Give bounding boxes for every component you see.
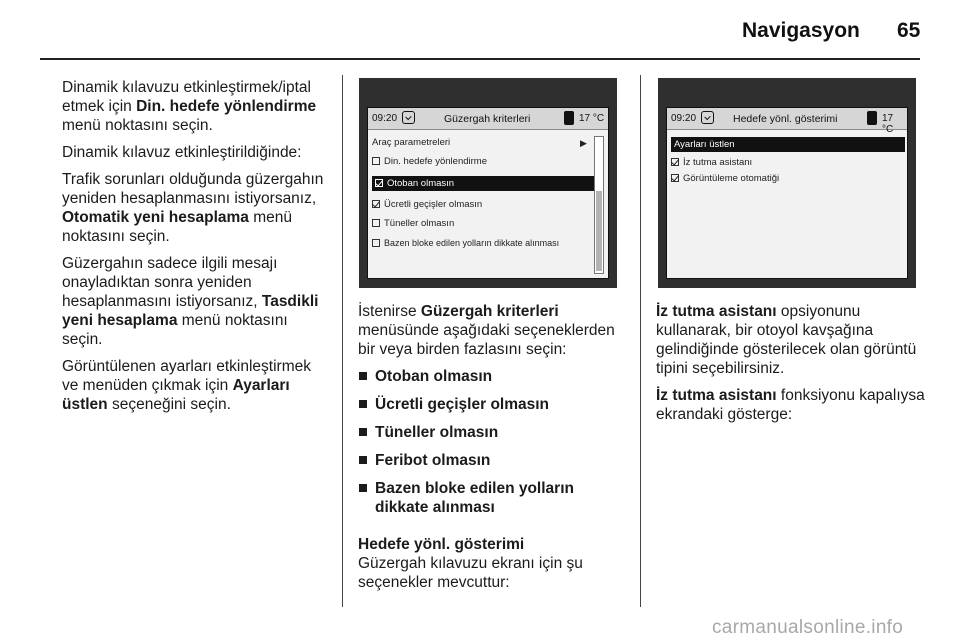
item-text: Ücretli geçişler olmasın	[375, 396, 550, 413]
display-status-bar	[368, 108, 608, 130]
menu-term: Ayarları üstlen	[62, 377, 290, 413]
checkbox-checked-icon	[375, 179, 383, 187]
item-text: Feribot olmasın	[375, 452, 491, 469]
list-item	[358, 451, 628, 470]
text: Trafik sorunları olduğunda güzergahın yeniden hesaplanmasını istiyorsanız,	[62, 171, 324, 207]
column-left	[62, 78, 330, 422]
header-rule	[40, 58, 920, 60]
list-item	[358, 367, 628, 386]
text: menü noktasını seçin.	[62, 117, 213, 134]
column-middle	[358, 302, 628, 600]
section-title: Navigasyon	[742, 19, 860, 42]
paragraph-route-criteria	[358, 302, 628, 359]
row-label: Otoban olmasın	[387, 178, 455, 189]
text: menüsünde aşağıdaki seçeneklerden bir veya birden fazlasını seçin:	[358, 322, 615, 358]
text: fonksiyonu kapalıysa ekrandaki gösterge:	[656, 387, 925, 423]
checkbox-checked-icon	[372, 200, 380, 208]
row-label: İz tutma asistanı	[683, 157, 753, 168]
paragraph-auto-recalc	[62, 170, 330, 246]
row-label: Ücretli geçişler olmasın	[384, 199, 483, 210]
column-divider-right	[640, 75, 641, 607]
guidance-icon	[402, 111, 415, 124]
column-divider-left	[342, 75, 343, 607]
text: seçeneğini seçin.	[107, 396, 231, 413]
bullet-square-icon	[359, 428, 367, 436]
display-status-bar	[667, 108, 907, 135]
text: menü noktasını seçin.	[62, 209, 293, 245]
bullet-square-icon	[359, 456, 367, 464]
text: menü noktasını seçin.	[62, 312, 288, 348]
item-text: Bazen bloke edilen yolların dikkate alınması	[375, 480, 574, 516]
checkbox-icon	[372, 239, 380, 247]
paragraph-lane-assist-off	[656, 386, 926, 424]
row-label: Din. hedefe yönlendirme	[384, 156, 487, 167]
row-label: Araç parametreleri	[372, 137, 451, 148]
menu-term: Din. hedefe yönlendirme	[136, 98, 317, 115]
text: İstenirse	[358, 303, 421, 320]
menu-term: Güzergah kriterleri	[420, 303, 559, 320]
display-panel	[367, 107, 609, 279]
row-label: Görüntüleme otomatiği	[683, 173, 780, 184]
thermometer-icon	[564, 111, 574, 125]
scrollbar[interactable]	[594, 136, 604, 274]
checkbox-icon	[372, 157, 380, 165]
display-panel	[666, 107, 908, 279]
column-right	[656, 302, 926, 432]
display-title: Hedefe yönl. gösterimi	[733, 113, 838, 125]
checkbox-icon	[372, 219, 380, 227]
menu-row-blocked-roads[interactable]	[372, 236, 559, 251]
row-label: Tüneller olmasın	[384, 218, 455, 229]
scrollbar-thumb[interactable]	[596, 191, 602, 271]
screenshot-route-criteria	[359, 78, 617, 288]
item-text: Otoban olmasın	[375, 368, 493, 385]
menu-term: İz tutma asistanı	[656, 303, 777, 320]
paragraph-apply-settings	[62, 357, 330, 414]
bullet-square-icon	[359, 372, 367, 380]
menu-row-apply-settings[interactable]	[671, 137, 905, 152]
menu-row-no-motorway[interactable]	[372, 176, 596, 191]
paragraph-dynamic-guidance	[62, 78, 330, 135]
menu-row-dynamic-guidance[interactable]	[372, 154, 487, 169]
paragraph-lane-assist	[656, 302, 926, 378]
clock-time: 09:20	[372, 113, 398, 124]
bullet-square-icon	[359, 400, 367, 408]
bullet-square-icon	[359, 484, 367, 492]
menu-row-vehicle-params[interactable]	[372, 135, 450, 150]
guidance-icon	[701, 111, 714, 124]
temperature: 17 °C	[882, 113, 894, 135]
thermometer-icon	[867, 111, 877, 125]
menu-row-lane-assist[interactable]	[671, 155, 752, 170]
submenu-arrow-icon: ▶	[580, 138, 587, 148]
menu-row-no-tolls[interactable]	[372, 197, 482, 212]
paragraph-guidance-options: Güzergah kılavuzu ekranı için şu seçenekler mevcuttur:	[358, 555, 583, 591]
row-label: Ayarları üstlen	[674, 139, 735, 150]
watermark: carmanualsonline.info	[712, 617, 904, 638]
display-title: Güzergah kriterleri	[444, 113, 531, 125]
menu-term: Tasdikli yeni hesaplama	[62, 293, 319, 329]
page-number: 65	[897, 19, 921, 42]
page-header	[0, 0, 960, 62]
checkbox-checked-icon	[671, 158, 679, 166]
list-item	[358, 479, 628, 517]
options-list	[358, 367, 628, 517]
text: Görüntülenen ayarları etkinleştirmek ve menüden çıkmak için	[62, 358, 311, 394]
paragraph-confirmed-recalc	[62, 254, 330, 349]
list-item	[358, 395, 628, 414]
menu-term: Otomatik yeni hesaplama	[62, 209, 249, 226]
text: opsiyonunu kullanarak, bir otoyol kavşağına gelindiğinde gösterilecek olan görüntü tipini seçebilirsiniz.	[656, 303, 917, 377]
clock-time: 09:20	[671, 113, 697, 124]
text: Güzergahın sadece ilgili mesajı onayladıktan sonra yeniden hesaplanmasını istiyorsanız,	[62, 255, 278, 310]
menu-row-no-tunnels[interactable]	[372, 216, 454, 231]
checkbox-checked-icon	[671, 174, 679, 182]
screenshot-guidance-display	[658, 78, 916, 288]
menu-row-auto-display[interactable]	[671, 171, 779, 186]
subheading-guidance-display: Hedefe yönl. gösterimi	[358, 536, 525, 553]
temperature: 17 °C	[579, 113, 605, 124]
menu-term: İz tutma asistanı	[656, 387, 777, 404]
item-text: Tüneller olmasın	[375, 424, 499, 441]
paragraph-activated: Dinamik kılavuz etkinleştirildiğinde:	[62, 144, 302, 161]
row-label: Bazen bloke edilen yolların dikkate alınması	[384, 238, 560, 248]
text: Dinamik kılavuzu etkinleştirmek/iptal etmek için	[62, 79, 311, 115]
list-item	[358, 423, 628, 442]
